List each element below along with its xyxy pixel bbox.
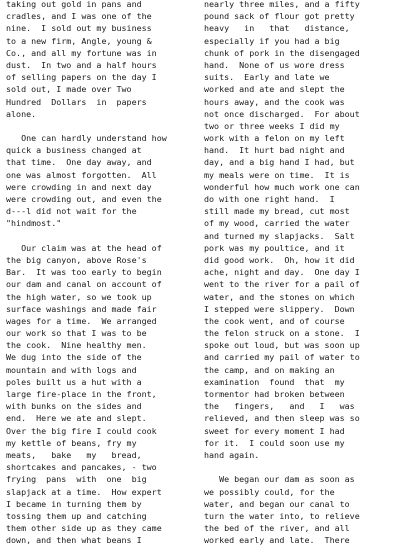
text-line: do with one right hand. I (204, 194, 335, 204)
text-line: were crowding out, and even the (6, 194, 162, 204)
text-line: my kettle of beans, fry my (6, 437, 137, 448)
text-line: tormentor had broken between (204, 389, 345, 399)
text-line (6, 120, 198, 132)
text-line: my meals were on time. It is (204, 169, 350, 180)
text-line: Bar. It was too early to begin (6, 267, 162, 278)
text-line: hand again. (204, 449, 260, 460)
text-line: them other side up as they came (6, 523, 162, 534)
text-line: the big canyon, above Rose's (6, 254, 147, 265)
text-line: Co., and all my fortune was in (6, 47, 157, 58)
text-line: "hindmost." (6, 218, 62, 229)
text-line (6, 230, 198, 242)
text-line: I stepped were slippery. Down (204, 303, 355, 314)
text-line: that time. One day away, and (6, 157, 152, 168)
text-line: nine. I sold out my business (6, 23, 152, 34)
text-line: I became in turning them by (6, 498, 142, 509)
text-line: dust. In two and a half hours (6, 59, 157, 70)
text-line: down, and then what beans I (6, 535, 142, 546)
text-line: mountain and with logs and (6, 364, 137, 375)
text-line: worked early and late. There (204, 535, 350, 546)
text-line: and carried my pail of water to (204, 352, 360, 363)
text-line: our work so that I was to be (6, 328, 147, 339)
text-line: tossing them up and catching (6, 510, 147, 521)
text-line: Hundred Dollars in papers (6, 96, 147, 107)
text-line: examination found that my (204, 376, 345, 387)
text-line: work with a felon on my left (204, 133, 345, 144)
text-line: the bed of the river, and all (204, 523, 350, 534)
text-line: d---l did not wait for the (6, 206, 137, 217)
text-line: two or three weeks I did my (204, 120, 340, 131)
text-line: went to the river for a pail of (204, 279, 360, 290)
text-line: ache, night and day. One day I (204, 267, 360, 278)
text-line: the cook. Nine healthy men. (6, 340, 147, 351)
text-line: surface washings and made fair (6, 303, 157, 314)
text-line: hours away, and the cook was (204, 96, 345, 107)
text-line: Over the big fire I could cook (6, 425, 157, 436)
text-line: the high water, so we took up (6, 291, 152, 302)
text-line: water, and the stones on which (204, 291, 355, 302)
text-line: chunk of pork in the disengaged (204, 47, 360, 58)
text-line: water, and began our canal to (204, 498, 350, 509)
text-line (204, 461, 398, 473)
text-line: one was almost forgotten. All (6, 169, 157, 180)
text-line: sold out, I made over Two (6, 84, 132, 95)
text-line: shortcakes and pancakes, - two (6, 462, 157, 473)
text-line: taking out gold in pans and (6, 0, 142, 9)
text-line: pound sack of flour got pretty (204, 11, 355, 22)
text-line: for it. I could soon use my (204, 437, 345, 448)
text-line: spoke out loud, but was soon up (204, 340, 360, 351)
text-line: alone. (6, 108, 37, 119)
text-line: end. Here we ate and slept. (6, 413, 147, 424)
text-line: One can hardly understand how (6, 133, 167, 144)
text-line: cradles, and I was one of the (6, 11, 152, 22)
text-line: slapjack at a time. How expert (6, 486, 162, 497)
text-line: wages for a time. We arranged (6, 315, 157, 326)
text-line: heavy in that distance, (204, 23, 350, 34)
text-line: We began our dam as soon as (204, 474, 355, 485)
text-line: the cook went, and of course (204, 315, 345, 326)
text-line: wonderful how much work one can (204, 181, 360, 192)
text-line: to a new firm, Angle, young & (6, 35, 152, 46)
text-line: not once discharged. For about (204, 108, 360, 119)
text-line: still made my bread, cut most (204, 206, 350, 217)
text-line: did good work. Oh, how it did (204, 254, 355, 265)
text-line: Our claim was at the head of (6, 242, 162, 253)
text-line: were crowding in and next day (6, 181, 152, 192)
text-line: hand. It hurt bad night and (204, 145, 345, 156)
right-text-column (204, 0, 398, 546)
text-line: day, and a big hand I had, but (204, 157, 355, 168)
text-line: the felon struck on a stone. I (204, 328, 360, 339)
text-line: we possibly could, for the (204, 486, 335, 497)
text-line: We dug into the side of the (6, 352, 142, 363)
text-line: our dam and canal on account of (6, 279, 162, 290)
text-line: the fingers, and I was (204, 401, 355, 412)
text-line: the camp, and on making an (204, 364, 335, 375)
text-line: with bunks on the sides and (6, 401, 142, 412)
text-line: and turned my slapjacks. Salt (204, 230, 355, 241)
text-line: poles built us a hut with a (6, 376, 142, 387)
text-line: hand. None of us wore dress (204, 59, 345, 70)
text-line: suits. Early and late we (204, 72, 330, 83)
text-line: meats, bake my bread, (6, 449, 142, 460)
text-line: of selling papers on the day I (6, 72, 157, 83)
text-line: quick a business changed at (6, 145, 142, 156)
text-line: pork was my poultice, and it (204, 242, 345, 253)
text-line: worked and ate and slept the (204, 84, 345, 95)
text-line: frying pans with one big (6, 474, 147, 485)
text-line: sweet for every moment I had (204, 425, 345, 436)
text-line: especially if you had a big (204, 35, 340, 46)
text-line: nearly three miles, and a fifty (204, 0, 360, 9)
left-text-column (6, 0, 198, 546)
text-line: turn the water into, to relieve (204, 510, 360, 521)
text-line: of my wood, carried the water (204, 218, 350, 229)
text-line: large fire-place in the front, (6, 389, 157, 399)
text-line: relieved, and then sleep was so (204, 413, 360, 424)
